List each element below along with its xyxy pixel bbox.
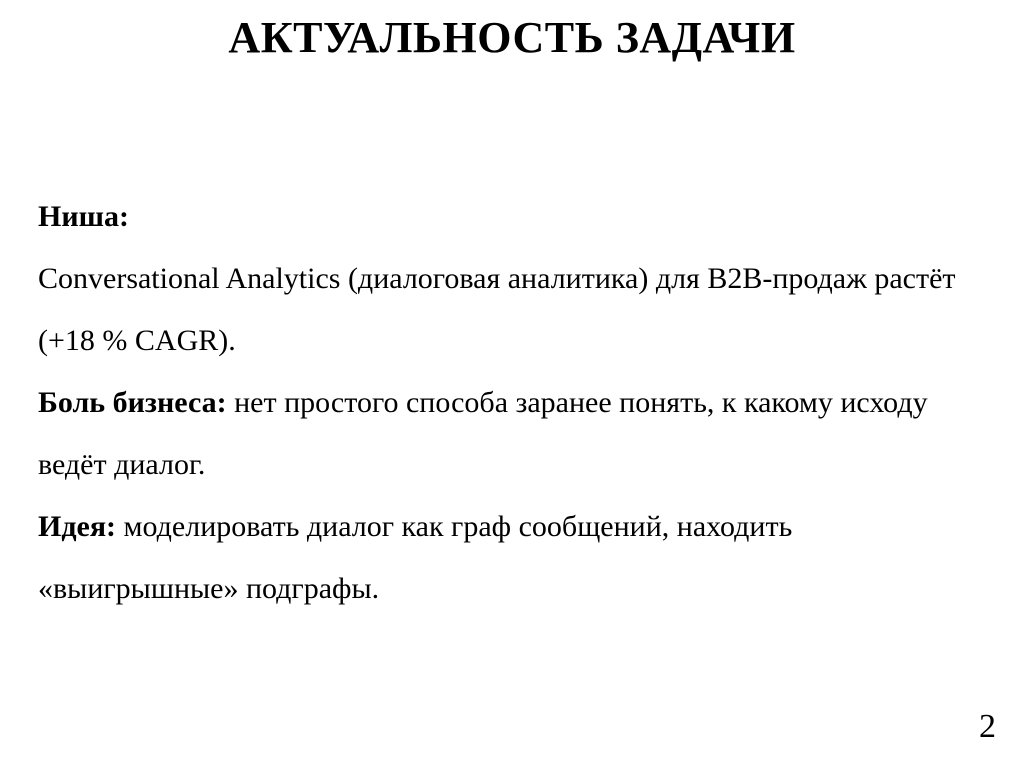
pain-text: нет простого способа заранее понять, к какому исходу ведёт диалог. xyxy=(38,386,928,481)
page-number: 2 xyxy=(979,708,996,745)
niche-label: Ниша: xyxy=(38,200,129,233)
slide-title: АКТУАЛЬНОСТЬ ЗАДАЧИ xyxy=(228,13,796,62)
niche-block xyxy=(38,186,998,372)
idea-block xyxy=(38,496,998,620)
idea-label: Идея: xyxy=(38,510,117,543)
niche-text: Conversational Analytics (диалоговая аналитика) для B2B-продаж растёт (+18 % CAGR). xyxy=(38,262,956,357)
slide-body xyxy=(38,186,998,620)
pain-block xyxy=(38,372,998,496)
idea-text: моделировать диалог как граф сообщений, находить «выигрышные» подграфы. xyxy=(38,510,793,605)
pain-label: Боль бизнеса: xyxy=(38,386,227,419)
